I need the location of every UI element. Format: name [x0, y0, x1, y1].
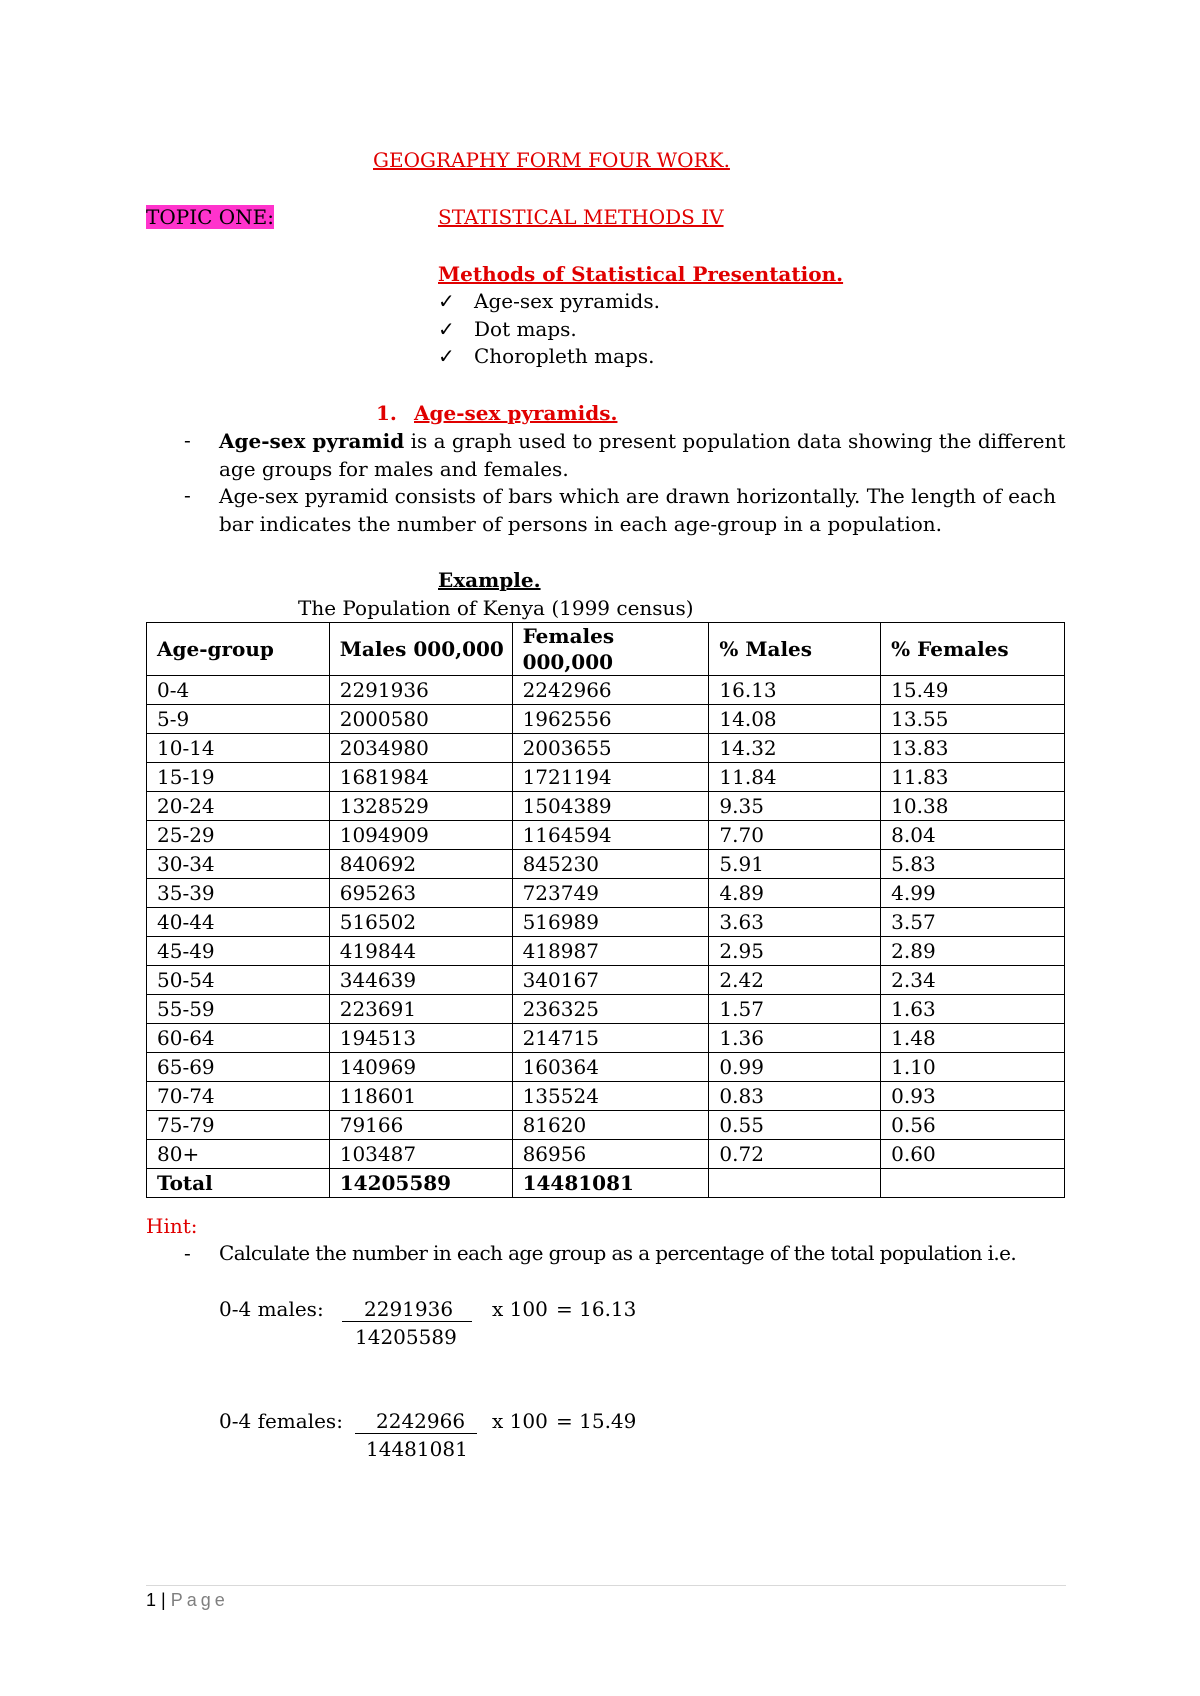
- calc-numerator: 2291936: [364, 1297, 454, 1321]
- bullet-dash: -: [184, 483, 191, 507]
- table-cell: 845230: [512, 850, 709, 879]
- table-row: [147, 792, 1065, 821]
- table-cell: 55-59: [147, 995, 330, 1024]
- fraction-bar: [342, 1321, 472, 1322]
- table-cell: 25-29: [147, 821, 330, 850]
- table-cell: 2.34: [881, 966, 1065, 995]
- table-cell: 236325: [512, 995, 709, 1024]
- checkmark-icon: ✓: [438, 344, 455, 368]
- table-cell: 1.57: [709, 995, 881, 1024]
- table-cell: 695263: [329, 879, 512, 908]
- total-cell: Total: [147, 1169, 330, 1198]
- table-cell: 5.83: [881, 850, 1065, 879]
- table-row: [147, 1111, 1065, 1140]
- column-header: % Males: [709, 623, 881, 676]
- hint-text: Calculate the number in each age group as a percentage of the total population i.e.: [219, 1241, 1017, 1265]
- table-cell: 50-54: [147, 966, 330, 995]
- table-cell: 86956: [512, 1140, 709, 1169]
- table-cell: 160364: [512, 1053, 709, 1082]
- table-row: [147, 908, 1065, 937]
- table-row: [147, 966, 1065, 995]
- table-row: [147, 1024, 1065, 1053]
- bullet-text: is a graph used to present population data showing the different age groups for males and females.: [219, 429, 1066, 481]
- table-row: [147, 850, 1065, 879]
- table-cell: 35-39: [147, 879, 330, 908]
- table-cell: 11.83: [881, 763, 1065, 792]
- calc-multiplier: x 100: [492, 1409, 548, 1433]
- document-title: GEOGRAPHY FORM FOUR WORK.: [373, 148, 730, 172]
- table-cell: 2034980: [329, 734, 512, 763]
- table-cell: 723749: [512, 879, 709, 908]
- checkmark-icon: ✓: [438, 317, 455, 341]
- table-cell: 20-24: [147, 792, 330, 821]
- table-row: [147, 763, 1065, 792]
- table-cell: 1164594: [512, 821, 709, 850]
- table-cell: 2.42: [709, 966, 881, 995]
- section-heading: Age-sex pyramids.: [414, 401, 618, 425]
- table-cell: 5.91: [709, 850, 881, 879]
- bullet-dash: -: [184, 428, 191, 452]
- table-body: [147, 676, 1065, 1198]
- hint-label: Hint:: [146, 1214, 198, 1238]
- table-cell: 1962556: [512, 705, 709, 734]
- bullet-dash: -: [184, 1241, 191, 1265]
- calc-result: = 15.49: [556, 1409, 637, 1433]
- table-cell: 1.10: [881, 1053, 1065, 1082]
- table-cell: 40-44: [147, 908, 330, 937]
- table-cell: 1504389: [512, 792, 709, 821]
- bullet-text: Age-sex pyramid consists of bars which are drawn horizontally. The length of each bar indicates the number of persons in each age-group in a population.: [219, 484, 1056, 536]
- column-header: Females 000,000: [512, 623, 709, 676]
- example-heading: Example.: [438, 568, 541, 592]
- table-cell: 0.83: [709, 1082, 881, 1111]
- methods-item-text: Age-sex pyramids.: [474, 289, 660, 313]
- bullet-paragraph: [219, 428, 1074, 483]
- bold-term: Age-sex pyramid: [219, 429, 405, 453]
- table-cell: 135524: [512, 1082, 709, 1111]
- calc-numerator: 2242966: [376, 1409, 466, 1433]
- table-cell: 9.35: [709, 792, 881, 821]
- table-cell: 214715: [512, 1024, 709, 1053]
- table-cell: 418987: [512, 937, 709, 966]
- table-cell: 223691: [329, 995, 512, 1024]
- table-cell: 10-14: [147, 734, 330, 763]
- calc-denominator: 14205589: [355, 1325, 457, 1349]
- table-cell: 0.72: [709, 1140, 881, 1169]
- table-cell: 1094909: [329, 821, 512, 850]
- table-cell: 45-49: [147, 937, 330, 966]
- methods-item-text: Choropleth maps.: [474, 344, 655, 368]
- table-cell: 2291936: [329, 676, 512, 705]
- table-caption: The Population of Kenya (1999 census): [298, 596, 694, 620]
- table-cell: 13.55: [881, 705, 1065, 734]
- table-cell: 10.38: [881, 792, 1065, 821]
- table-cell: 340167: [512, 966, 709, 995]
- table-cell: 16.13: [709, 676, 881, 705]
- table-cell: 2.89: [881, 937, 1065, 966]
- footer-separator: |: [156, 1590, 171, 1610]
- table-row: [147, 821, 1065, 850]
- table-header-row: [147, 623, 1065, 676]
- total-cell: [881, 1169, 1065, 1198]
- table-row: [147, 1053, 1065, 1082]
- column-header: Age-group: [147, 623, 330, 676]
- table-cell: 1.36: [709, 1024, 881, 1053]
- table-cell: 15-19: [147, 763, 330, 792]
- table-cell: 81620: [512, 1111, 709, 1140]
- table-cell: 1681984: [329, 763, 512, 792]
- page-number: 1: [146, 1590, 157, 1610]
- table-cell: 1328529: [329, 792, 512, 821]
- table-cell: 7.70: [709, 821, 881, 850]
- section-number: 1.: [376, 401, 397, 425]
- topic-name: STATISTICAL METHODS IV: [438, 205, 724, 229]
- page-footer: [146, 1590, 229, 1611]
- table-cell: 30-34: [147, 850, 330, 879]
- column-header: Males 000,000: [329, 623, 512, 676]
- table-cell: 79166: [329, 1111, 512, 1140]
- table-cell: 1.63: [881, 995, 1065, 1024]
- table-cell: 14.08: [709, 705, 881, 734]
- table-row: [147, 995, 1065, 1024]
- checkmark-icon: ✓: [438, 289, 455, 313]
- table-total-row: [147, 1169, 1065, 1198]
- table-row: [147, 1082, 1065, 1111]
- table-cell: 118601: [329, 1082, 512, 1111]
- table-cell: 2000580: [329, 705, 512, 734]
- table-row: [147, 1140, 1065, 1169]
- methods-heading: Methods of Statistical Presentation.: [438, 262, 844, 286]
- total-cell: 14481081: [512, 1169, 709, 1198]
- total-cell: 14205589: [329, 1169, 512, 1198]
- table-cell: 4.89: [709, 879, 881, 908]
- table-cell: 14.32: [709, 734, 881, 763]
- table-cell: 2003655: [512, 734, 709, 763]
- footer-divider: [146, 1585, 1066, 1586]
- page-word: Page: [170, 1590, 229, 1610]
- table-cell: 75-79: [147, 1111, 330, 1140]
- table-row: [147, 734, 1065, 763]
- table-cell: 516502: [329, 908, 512, 937]
- methods-item-text: Dot maps.: [474, 317, 577, 341]
- table-cell: 419844: [329, 937, 512, 966]
- table-cell: 0-4: [147, 676, 330, 705]
- topic-label-text: TOPIC ONE:: [146, 205, 274, 229]
- population-table: [146, 622, 1065, 1198]
- table-cell: 70-74: [147, 1082, 330, 1111]
- table-cell: 4.99: [881, 879, 1065, 908]
- table-cell: 80+: [147, 1140, 330, 1169]
- table-cell: 0.56: [881, 1111, 1065, 1140]
- table-row: [147, 879, 1065, 908]
- table-cell: 194513: [329, 1024, 512, 1053]
- table-row: [147, 676, 1065, 705]
- table-cell: 3.57: [881, 908, 1065, 937]
- fraction-bar: [355, 1433, 477, 1434]
- calc-label: 0-4 males:: [219, 1297, 324, 1321]
- bullet-paragraph: [219, 483, 1074, 538]
- calc-multiplier: x 100: [492, 1297, 548, 1321]
- table-cell: 1721194: [512, 763, 709, 792]
- column-header: % Females: [881, 623, 1065, 676]
- table-cell: 2.95: [709, 937, 881, 966]
- topic-label: [146, 205, 274, 229]
- table-row: [147, 705, 1065, 734]
- table-cell: 344639: [329, 966, 512, 995]
- table-cell: 5-9: [147, 705, 330, 734]
- table-row: [147, 937, 1065, 966]
- table-cell: 8.04: [881, 821, 1065, 850]
- calc-label: 0-4 females:: [219, 1409, 343, 1433]
- total-cell: [709, 1169, 881, 1198]
- table-cell: 140969: [329, 1053, 512, 1082]
- table-cell: 0.55: [709, 1111, 881, 1140]
- table-cell: 2242966: [512, 676, 709, 705]
- table-cell: 103487: [329, 1140, 512, 1169]
- table-cell: 3.63: [709, 908, 881, 937]
- table-cell: 0.60: [881, 1140, 1065, 1169]
- table-cell: 1.48: [881, 1024, 1065, 1053]
- table-cell: 15.49: [881, 676, 1065, 705]
- table-cell: 840692: [329, 850, 512, 879]
- table-cell: 0.93: [881, 1082, 1065, 1111]
- calc-result: = 16.13: [556, 1297, 637, 1321]
- table-cell: 60-64: [147, 1024, 330, 1053]
- calc-denominator: 14481081: [366, 1437, 468, 1461]
- table-cell: 0.99: [709, 1053, 881, 1082]
- table-cell: 516989: [512, 908, 709, 937]
- table-cell: 65-69: [147, 1053, 330, 1082]
- table-cell: 13.83: [881, 734, 1065, 763]
- table-cell: 11.84: [709, 763, 881, 792]
